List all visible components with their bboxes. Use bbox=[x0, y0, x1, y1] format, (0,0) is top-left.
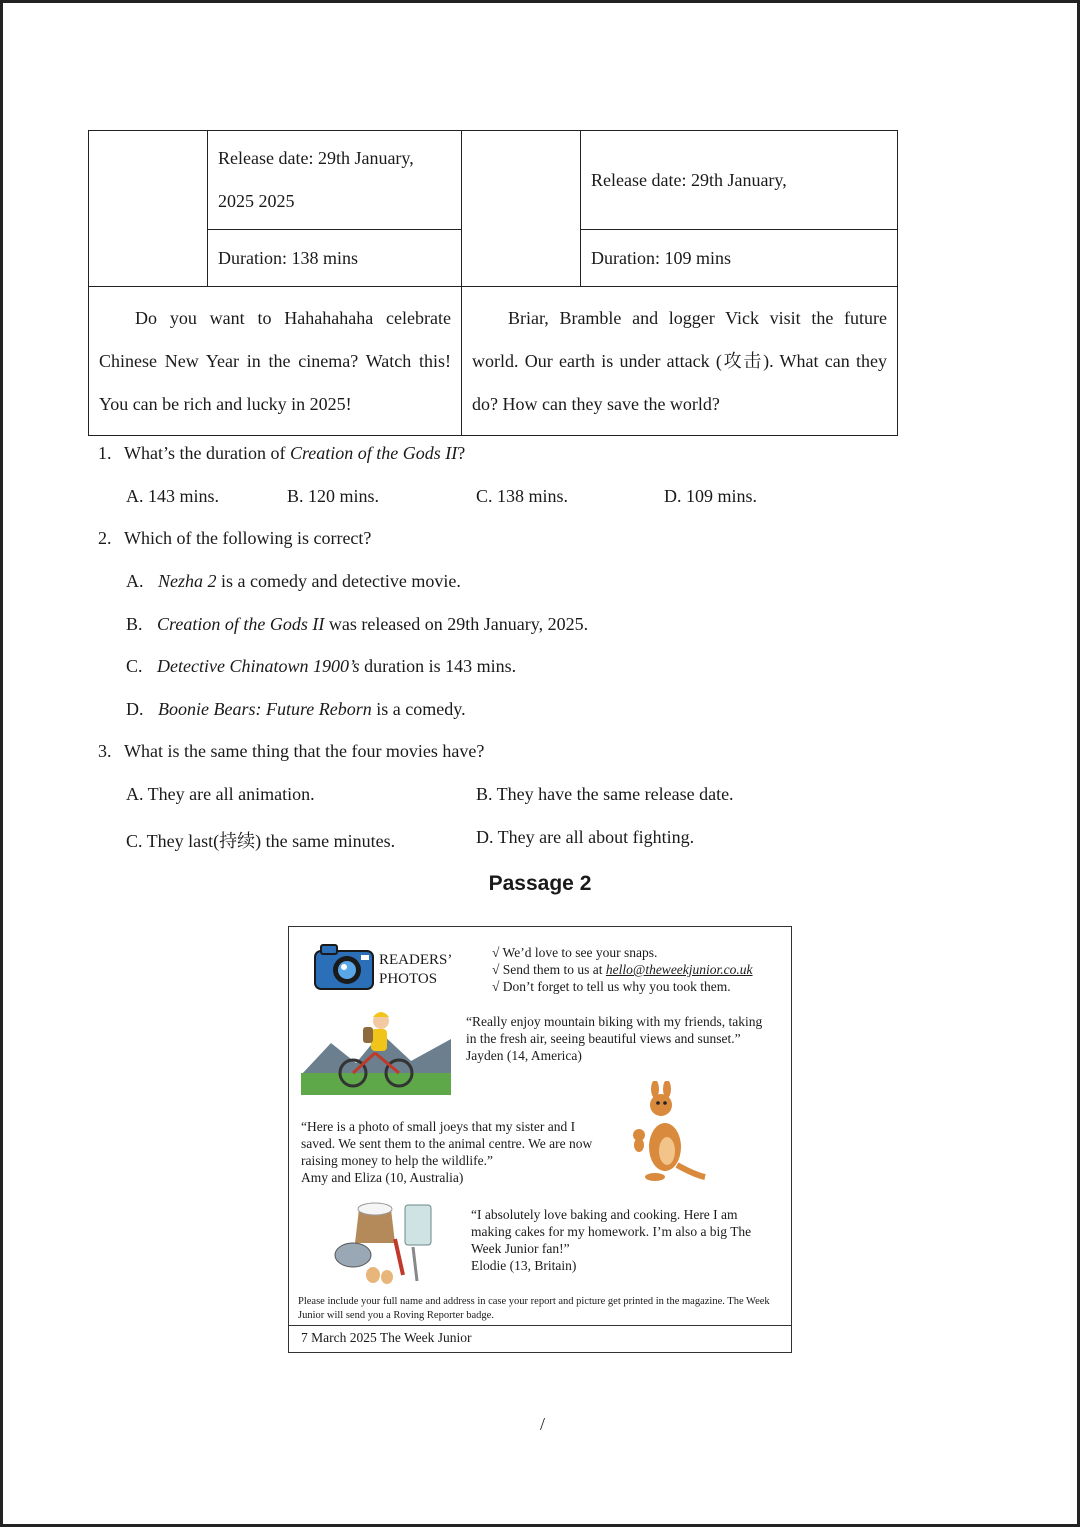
author-3: Elodie (13, Britain) bbox=[471, 1258, 577, 1273]
q1-option-b[interactable]: B. 120 mins. bbox=[287, 486, 380, 506]
quote-1-block bbox=[466, 1013, 766, 1064]
q3-option-a[interactable]: A. They are all animation. bbox=[126, 784, 315, 804]
right-release: Release date: 29th January, bbox=[591, 169, 787, 190]
q1-title: Creation of the Gods II bbox=[289, 443, 458, 463]
q2-d-rest: is a comedy. bbox=[371, 699, 466, 719]
quote-1: “Really enjoy mountain biking with my friends, taking in the fresh air, seeing beautiful views and sunset.” bbox=[466, 1014, 763, 1046]
q2-c-label: C. bbox=[126, 656, 143, 676]
q3-text: What is the same thing that the four movies have? bbox=[124, 741, 485, 761]
question-1 bbox=[98, 443, 465, 464]
q2-b-rest: was released on 29th January, 2025. bbox=[324, 614, 589, 634]
readers-heading-1: READERS’ bbox=[379, 952, 453, 968]
magazine-footer: 7 March 2025 The Week Junior bbox=[289, 1325, 791, 1352]
q2-option-a[interactable] bbox=[126, 571, 461, 592]
quote-3: “I absolutely love baking and cooking. Here I am making cakes for my homework. I’m also a big The Week Junior fan!” bbox=[471, 1207, 752, 1256]
email-link[interactable]: hello@theweekjunior.co.uk bbox=[605, 962, 753, 977]
tip-1: √ We’d love to see your snaps. bbox=[492, 945, 658, 960]
readers-heading bbox=[379, 951, 452, 989]
left-release-year: 2025 2025 bbox=[218, 191, 295, 211]
q3-option-d[interactable]: D. They are all about fighting. bbox=[476, 827, 695, 847]
submission-note: Please include your full name and address in case your report and picture get printed in the magazine. The Week Junior will send you a Roving Reporter badge. bbox=[298, 1296, 770, 1321]
q2-d-title: Boonie Bears: Future Reborn bbox=[158, 699, 372, 719]
tip-2 bbox=[492, 961, 753, 978]
right-release-cell bbox=[581, 131, 898, 230]
readers-tips bbox=[492, 944, 753, 995]
left-release-cell bbox=[208, 131, 462, 230]
q2-text: Which of the following is correct? bbox=[124, 528, 372, 548]
movie-table bbox=[88, 130, 898, 436]
camera-icon bbox=[311, 941, 377, 993]
q1-option-c[interactable]: C. 138 mins. bbox=[476, 486, 569, 506]
right-duration: Duration: 109 mins bbox=[581, 230, 898, 287]
question-2 bbox=[98, 528, 371, 549]
left-description: Do you want to Hahahahaha celebrate Chinese New Year in the cinema? Watch this! You can be rich and lucky in 2025! bbox=[89, 287, 462, 436]
readers-photos-box bbox=[288, 926, 792, 1353]
right-description: Briar, Bramble and logger Vick visit the future world. Our earth is under attack (攻击). What can they do? How can they save the world? bbox=[462, 287, 898, 436]
q1-number: 1. bbox=[98, 443, 112, 463]
readers-heading-2: PHOTOS bbox=[379, 971, 438, 987]
tip-2-prefix: √ Send them to us at bbox=[492, 962, 606, 977]
q1-prefix: What’s the duration of bbox=[124, 443, 290, 463]
kangaroo-illustration bbox=[627, 1081, 707, 1185]
quote-2: “Here is a photo of small joeys that my sister and I saved. We sent them to the animal centre. We are now raising money to help the wildlife.” bbox=[301, 1119, 593, 1168]
q2-b-title: Creation of the Gods II bbox=[157, 614, 325, 634]
quote-3-block bbox=[471, 1206, 781, 1274]
left-poster-cell bbox=[89, 131, 208, 287]
q2-c-title: Detective Chinatown 1900’s bbox=[157, 656, 360, 676]
q3-number: 3. bbox=[98, 741, 112, 761]
author-2: Amy and Eliza (10, Australia) bbox=[301, 1170, 464, 1185]
q2-c-rest: duration is 143 mins. bbox=[359, 656, 517, 676]
author-1: Jayden (14, America) bbox=[466, 1048, 582, 1063]
q2-a-rest: is a comedy and detective movie. bbox=[216, 571, 461, 591]
q2-a-title: Nezha 2 bbox=[158, 571, 217, 591]
q2-option-c[interactable] bbox=[126, 656, 516, 677]
q3-option-b[interactable]: B. They have the same release date. bbox=[476, 784, 734, 804]
quote-2-block bbox=[301, 1118, 606, 1186]
q1-suffix: ? bbox=[457, 443, 466, 463]
left-release: Release date: 29th January, bbox=[218, 148, 414, 168]
mountain-bike-illustration bbox=[301, 1003, 451, 1095]
q2-number: 2. bbox=[98, 528, 112, 548]
q2-b-label: B. bbox=[126, 614, 143, 634]
q2-d-label: D. bbox=[126, 699, 144, 719]
q1-option-d[interactable]: D. 109 mins. bbox=[664, 486, 758, 506]
passage-title: Passage 2 bbox=[488, 872, 592, 895]
right-poster-cell bbox=[462, 131, 581, 287]
q1-option-a[interactable]: A. 143 mins. bbox=[126, 486, 220, 506]
page-mark: / bbox=[540, 1414, 546, 1434]
q2-a-label: A. bbox=[126, 571, 144, 591]
left-duration: Duration: 138 mins bbox=[208, 230, 462, 287]
q3-option-c[interactable]: C. They last(持续) the same minutes. bbox=[126, 831, 396, 851]
question-3 bbox=[98, 741, 484, 762]
q2-option-b[interactable] bbox=[126, 614, 588, 635]
tip-3: √ Don’t forget to tell us why you took them. bbox=[492, 979, 731, 994]
baking-illustration bbox=[333, 1195, 445, 1289]
q2-option-d[interactable] bbox=[126, 699, 466, 720]
